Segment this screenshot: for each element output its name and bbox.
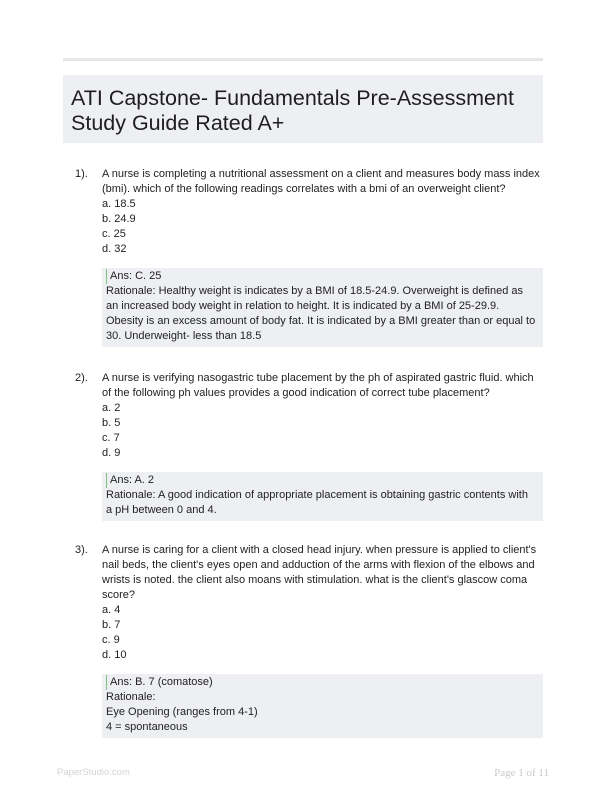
option-item: d. 9 <box>102 447 121 459</box>
option-item: b. 7 <box>102 619 121 631</box>
top-divider <box>63 58 543 61</box>
rationale-text: Eye Opening (ranges from 4-1) <box>106 706 258 718</box>
title-banner <box>63 75 543 143</box>
rationale-text: 4 = spontaneous <box>106 721 188 733</box>
option-list <box>102 603 543 663</box>
footer-watermark: PaperStudio.com <box>57 767 130 778</box>
question-text: A nurse is verifying nasogastric tube placement by the ph of aspirated gastric fluid. which of the following ph values provides a good indication of correct tube placement? <box>102 372 534 399</box>
answer-box <box>102 674 543 738</box>
page-number: Page 1 of 11 <box>494 767 549 779</box>
answer-box <box>102 268 543 347</box>
option-item: d. 32 <box>102 243 127 255</box>
option-item: d. 10 <box>102 649 127 661</box>
answer-label: Ans: C. 25 <box>106 269 161 284</box>
question-text: A nurse is completing a nutritional assessment on a client and measures body mass index (bmi). which of the following readings correlates with a bmi of an overweight client? <box>102 168 540 195</box>
question-text: A nurse is caring for a client with a closed head injury. when pressure is applied to client's nail beds, the client's eyes open and adduction of the arms with flexion of the elbows and wrists is noted. the client also moans with stimulation. what is the client's glascow coma score? <box>102 544 537 601</box>
option-item: b. 24.9 <box>102 213 136 225</box>
option-list <box>102 197 543 257</box>
question-block <box>63 167 543 347</box>
question-number: 1). <box>75 168 88 180</box>
question-number: 2). <box>75 372 88 384</box>
option-item: b. 5 <box>102 417 121 429</box>
option-item: c. 7 <box>102 432 120 444</box>
option-list <box>102 401 543 461</box>
question-block <box>63 371 543 521</box>
answer-box <box>102 472 543 521</box>
rationale-text: Rationale: A good indication of appropriate placement is obtaining gastric contents with a pH between 0 and 4. <box>106 489 528 516</box>
option-item: a. 2 <box>102 402 121 414</box>
rationale-text: Rationale: <box>106 691 156 703</box>
rationale-text: Rationale: Healthy weight is indicates by a BMI of 18.5-24.9. Overweight is defined as an increased body weight in relation to height. It is indicated by a BMI of 25-29.9. Obesity is an excess amount of body fat. It is indicated by a BMI greater than or equal to 30. Underweight- less than 18.5 <box>106 285 536 342</box>
question-block <box>63 543 543 738</box>
question-number: 3). <box>75 544 88 556</box>
option-item: c. 9 <box>102 634 120 646</box>
option-item: a. 18.5 <box>102 198 136 210</box>
answer-label: Ans: B. 7 (comatose) <box>106 675 213 690</box>
option-item: a. 4 <box>102 604 121 616</box>
document-title: ATI Capstone- Fundamentals Pre-Assessment Study Guide Rated A+ <box>71 86 514 135</box>
answer-label: Ans: A. 2 <box>106 473 154 488</box>
option-item: c. 25 <box>102 228 126 240</box>
